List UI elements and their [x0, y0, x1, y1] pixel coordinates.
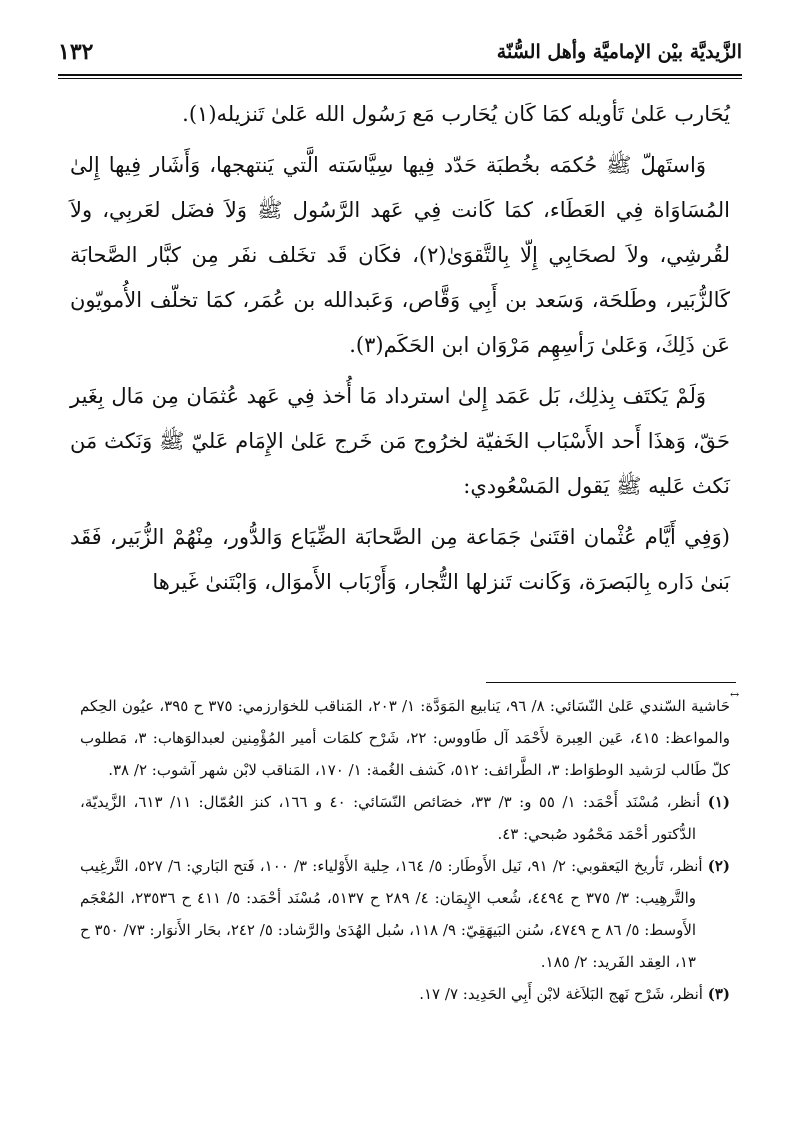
- footnote-number: (١): [707, 793, 731, 811]
- footnote-number: (٣): [707, 985, 730, 1003]
- footnote-number: (٢): [707, 857, 731, 875]
- footnote-continuation: حَاشية السّندي عَلىٰ النّسَائي: ٨/ ٩٦، يَنابيع المَوَدَّة: ١/ ٢٠٣، المَناقب للخوَارزمي: ٣٧٥ ح ٣٩٥، عيُون الحِكم والمواعظ: ٤١٥، عَين العِبرة لأَحْمَد آل طَاووس: ٢٢، شَرْح كلمَات أمير المُؤْمِنين لعبدالوَهاب: ٣، مَطلوب كلّ طَالب لرَشيد الوطوَاط: ٣، الطَّرائف: ٥١٢، كَشف الغُمة: ١/ ١٧٠، المَناقب لابْن شهر آشوب: ٢/ ٣٨.: [80, 697, 731, 779]
- paragraph: وَلَمْ يَكتَف بِذلِك، بَل عَمَد إِلىٰ استرداد مَا أُخذ فِي عَهد عُثمَان مِن مَال بِغَير حَقّ، وَهذَا أَحد الأَسْبَاب الخَفيّة لخرُوج مَن خَرج عَلىٰ الإِمَام عَليّ ﷺ وَنَكث مَن نَكث عَليه ﷺ يَقول المَسْعُودي:: [70, 384, 730, 498]
- page-number: ١٣٢: [58, 39, 94, 65]
- paragraph: وَاستَهلّ ﷺ حُكمَه بخُطبَة حَدّد فِيها سِيَّاسَته الَّتي يَنتهجها، وَأَشَار فِيها إِلىٰ المُسَاوَاة فِي العَطَاء، كمَا كَانت فِي عَهد الرَّسُول ﷺ وَلاَ فضَل لعَربِي، ولاَ لقُرشِي، ولاَ لصحَابِي إِلّا بِالتَّقوَىٰ(٢)، فكَان قَد تخَلف نفَر مِن كبَّار الصَّحابَة كَالزُّبَير، وطَلحَة، وَسَعد بن أَبِي وَقَّاص، وَعَبدالله بن عُمَر، كمَا تخلّف الأُمويّون عَن ذَلِكَ، وَعَلىٰ رَأسِهِم مَرْوَان ابن الحَكَم(٣).: [70, 153, 730, 357]
- running-title: الزَّيديَّة بيْن الإماميَّة وأهل السُّنّة: [496, 41, 742, 63]
- paragraph: يُحَارب عَلىٰ تَأويله كمَا كَان يُحَارب مَع رَسُول الله عَلىٰ تَنزيله(١).: [182, 102, 730, 126]
- continuation-arrow-icon: ↔: [730, 688, 740, 701]
- quote-paragraph: (وَفِي أَيَّام عُثْمان اقتَنىٰ جَمَاعة مِن الصَّحابَة الضِّيَاع وَالدُّور، مِنْهُمْ الزُّبَير، فَقَد بَنىٰ دَاره بِالبَصرَة، وَكَانت تَنزلها التُّجار، وَأَرْبَاب الأَموَال، وَابْتَنىٰ غَيرها: [70, 525, 730, 594]
- footnote-text: أنظر، شَرْح نَهج البَلاَغة لابْن أَبِي الحَدِيد: ٧/ ١٧.: [419, 985, 703, 1003]
- header-rule: [58, 74, 742, 79]
- page-header: [58, 32, 742, 72]
- main-text: [70, 92, 730, 611]
- footnote-text: أنظر، تَأريخ اليَعقوبي: ٢/ ٩١، نَيل الأَوطَار: ٥/ ١٦٤، حِلية الأَوْلياء: ٣/ ١٠٠، فَتح البَاري: ٦/ ٥٢٧، التَّرغِيب والتَّرهِيب: ٣/ ٣٧٥ ح ٤٤٩٤، شُعب الإِيمَان: ٤/ ٢٨٩ ح ٥١٣٧، مُسْنَد أحْمَد: ٥/ ٤١١ ح ٢٣٥٣٦، المُعْجَم الأَوسط: ٥/ ٨٦ ح ٤٧٤٩، سُنن البَيهَقِيّ: ٩/ ١١٨، سُبل الهُدَىٰ والرَّشاد: ٥/ ٢٤٢، بحَار الأَنوَار: ٧٣/ ٣٥٠ ح ١٣، العِقد الفَريد: ٢/ ١٨٥.: [80, 857, 703, 971]
- footnote-divider: [486, 682, 736, 683]
- footnote-item: [80, 978, 730, 1010]
- footnote-item: [80, 850, 730, 978]
- footnote-item: [80, 786, 730, 850]
- footnotes: [80, 690, 730, 1010]
- footnote-text: أنظر، مُسْنَد أَحْمَد: ١/ ٥٥ و: ٣/ ٣٣، خصَائص النّسَائي: ٤٠ و ١٦٦، كنز العُمّال: ١١/ ٦١٣، الزَّيديّة، الدُّكتور أحْمَد مَحْمُود صُبحي: ٤٣.: [80, 793, 701, 843]
